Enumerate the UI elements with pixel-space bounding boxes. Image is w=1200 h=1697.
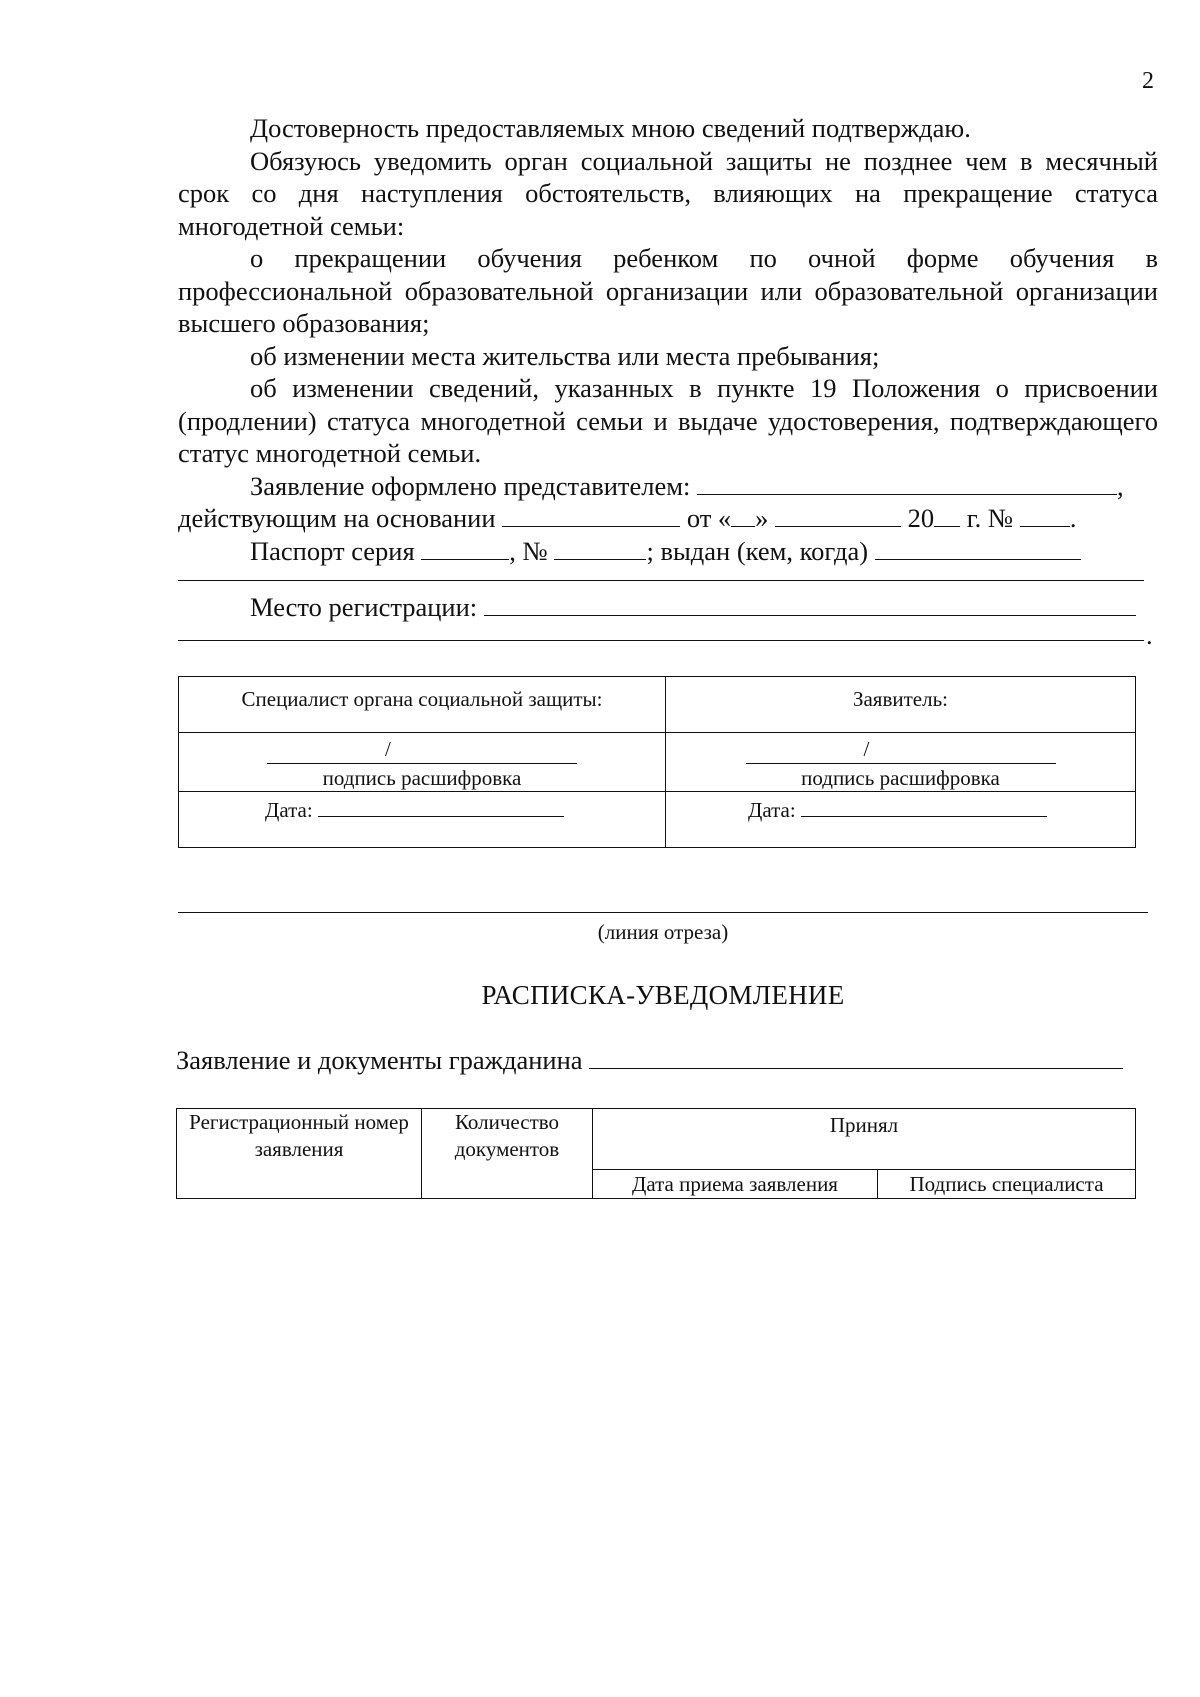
- basis-number-field[interactable]: [1020, 502, 1070, 527]
- applicant-signature-cell: [666, 733, 1136, 792]
- specialist-header: Специалист органа социальной защиты:: [179, 677, 666, 733]
- paragraph-confirm: Достоверность предоставляемых мною сведений подтверждаю.: [250, 113, 971, 143]
- registration-continuation-line: .: [178, 632, 1158, 654]
- passport-number-field[interactable]: [554, 535, 646, 560]
- applicant-date-field[interactable]: [801, 796, 1047, 817]
- passport-line: Паспорт серия , № ; выдан (кем, когда): [178, 535, 1158, 568]
- receipt-documents-label: Заявление и документы гражданина: [176, 1045, 583, 1075]
- passport-series-label: Паспорт серия: [250, 535, 415, 566]
- specialist-date-label: Дата:: [265, 798, 313, 822]
- page-number: 2: [1142, 68, 1154, 94]
- signature-table: [178, 676, 1136, 848]
- specialist-date-cell: [179, 792, 666, 848]
- reg-number-header: Регистрационный номер заявления: [177, 1109, 422, 1199]
- passport-series-field[interactable]: [421, 535, 509, 560]
- basis-line: действующим на основании от « » 20 г. № .: [178, 503, 1077, 533]
- paragraph-obligation: Обязуюсь уведомить орган социальной защиты не позднее чем в месячный срок со дня наступления обстоятельств, влияющих на прекращение статуса многодетной семьи:: [178, 145, 1158, 241]
- doc-count-header: Количество документов: [422, 1109, 593, 1199]
- representative-line: Заявление оформлено представителем: ,: [250, 470, 1124, 501]
- cut-line: [178, 912, 1148, 913]
- registration-field[interactable]: [484, 591, 1136, 616]
- accepted-header: Принял: [593, 1109, 1136, 1170]
- passport-issued-label: ; выдан (кем, когда): [646, 535, 869, 566]
- passport-continuation-field[interactable]: [178, 579, 1144, 581]
- applicant-date-cell: [666, 792, 1136, 848]
- specialist-signature-field[interactable]: /: [267, 741, 577, 764]
- specialist-signature-header: Подпись специалиста: [878, 1170, 1136, 1199]
- receipt-title: РАСПИСКА-УВЕДОМЛЕНИЕ: [481, 980, 845, 1010]
- applicant-header: Заявитель:: [666, 677, 1136, 733]
- paragraph-study: о прекращении обучения ребенком по очной форме обучения в профессиональной образовательной организации или образовательной организации высшего образования;: [178, 243, 1158, 338]
- citizen-name-field[interactable]: [589, 1044, 1123, 1069]
- specialist-date-field[interactable]: [318, 796, 564, 817]
- representative-field[interactable]: [697, 470, 1117, 495]
- declaration-text: [178, 112, 1158, 654]
- basis-field[interactable]: [502, 502, 680, 527]
- applicant-signature-field[interactable]: /: [746, 741, 1056, 764]
- paragraph-residence: об изменении места жительства или места пребывания;: [250, 340, 880, 371]
- accept-date-header: Дата приема заявления: [593, 1170, 878, 1199]
- basis-day-field[interactable]: [731, 502, 755, 527]
- cut-line-caption: (линия отреза): [597, 920, 729, 944]
- receipt-table: [176, 1108, 1136, 1199]
- representative-label: Заявление оформлено представителем:: [250, 470, 691, 501]
- specialist-signature-caption: подпись расшифровка: [322, 766, 522, 790]
- registration-label: Место регистрации:: [250, 592, 478, 622]
- paragraph-information: об изменении сведений, указанных в пункте 19 Положения о присвоении (продлении) статуса многодетной семьи и выдаче удостоверения, подтверждающего статус многодетной семьи.: [178, 373, 1158, 468]
- receipt-documents-line: [176, 1044, 1123, 1076]
- passport-issued-field[interactable]: [875, 535, 1081, 560]
- registration-continuation-field[interactable]: [178, 616, 1144, 641]
- basis-label: действующим на основании: [178, 503, 496, 533]
- applicant-signature-caption: подпись расшифровка: [801, 766, 1000, 790]
- basis-year-field[interactable]: [934, 502, 960, 527]
- basis-month-field[interactable]: [775, 502, 901, 527]
- applicant-date-label: Дата:: [748, 798, 796, 822]
- specialist-signature-cell: [179, 733, 666, 792]
